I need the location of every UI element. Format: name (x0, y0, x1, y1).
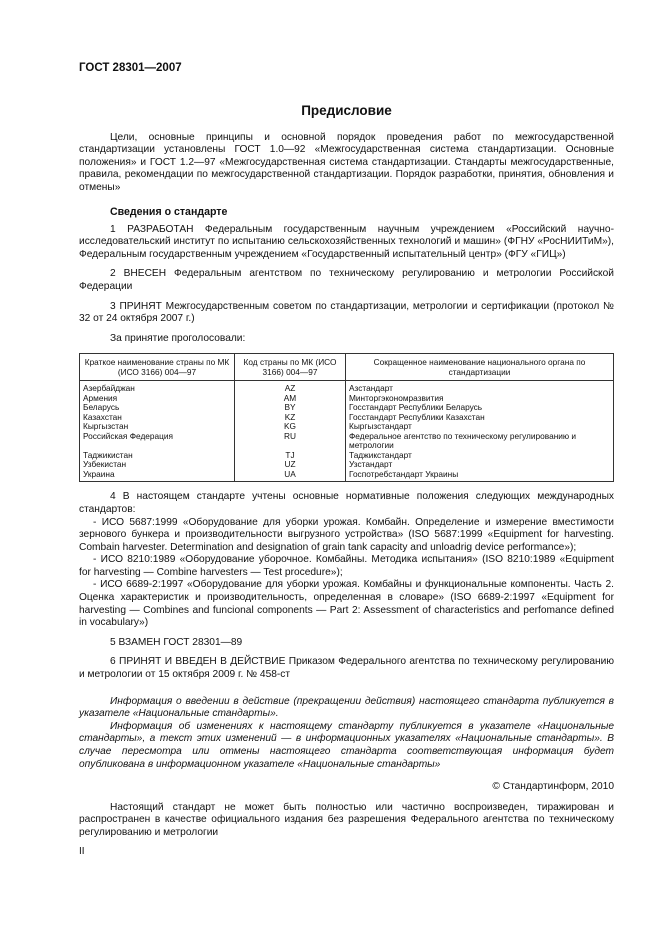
table-cell-body: Азстандарт (346, 381, 614, 394)
table-cell-code: KZ (235, 413, 346, 423)
table-cell-country: Российская Федерация (80, 432, 235, 451)
table-header-body: Сокращенное наименование национального органа по стандартизации (346, 354, 614, 381)
table-row (80, 381, 614, 394)
table-cell-code: AZ (235, 381, 346, 394)
table-cell-code: BY (235, 403, 346, 413)
section-title: Сведения о стандарте (110, 205, 228, 218)
copyright-line: © Стандартинформ, 2010 (492, 781, 614, 793)
item-4-international-standards: 4 В настоящем стандарте учтены основные нормативные положения следующих международных стандартов: (79, 491, 614, 515)
table-cell-code: TJ (235, 451, 346, 461)
table-cell-code: UA (235, 470, 346, 482)
document-id: ГОСТ 28301—2007 (79, 62, 182, 74)
table-row (80, 470, 614, 482)
table-row (80, 394, 614, 404)
page-number: II (79, 846, 85, 857)
table-cell-country: Узбекистан (80, 460, 235, 470)
table-cell-country: Таджикистан (80, 451, 235, 461)
item-3-adopted: 3 ПРИНЯТ Межгосударственным советом по стандартизации, метрологии и сертификации (протокол № 32 от 24 октября 2007 г.) (79, 300, 614, 325)
table-cell-body: Таджикстандарт (346, 451, 614, 461)
table-cell-body: Госпотребстандарт Украины (346, 470, 614, 482)
table-cell-body: Узстандарт (346, 460, 614, 470)
notice-changes-info: Информация об изменениях к настоящему стандарту публикуется в указателе «Национальные стандарты», а текст этих изменений — в информационных указателях «Национальные стандарты». В случае пересмотра или отмены настоящего стандарта соответствующая информация будет опубликована в информационном указателе «Национальные стандарты» (79, 720, 614, 770)
table-cell-code: KG (235, 422, 346, 432)
table-cell-code: UZ (235, 460, 346, 470)
item-6-enacted: 6 ПРИНЯТ И ВВЕДЕН В ДЕЙСТВИЕ Приказом Федерального агентства по техническому регулированию и метрологии от 15 октября 2009 г. № 458-ст (79, 656, 614, 681)
notice-enactment-info: Информация о введении в действие (прекращении действия) настоящего стандарта публикуется в указателе «Национальные стандарты». (79, 695, 614, 720)
iso-6689-entry: - ИСО 6689-2:1997 «Оборудование для уборки урожая. Комбайны и функциональные компоненты. Часть 2. Оценка характеристик и производительность, определенная в словаре» (ISO 6689-2:1997 «Equipment for harvesting — Combines and funcional components — Part 2: Assessment of characteristics and perfomance defined in vocabulary») (79, 579, 614, 629)
table-cell-body: Федеральное агентство по техническому регулированию и метрологии (346, 432, 614, 451)
table-cell-body: Госстандарт Республики Казахстан (346, 413, 614, 423)
table-header-country: Краткое наименование страны по МК (ИСО 3166) 004—97 (80, 354, 235, 381)
vote-caption: За принятие проголосовали: (110, 332, 246, 344)
table-row (80, 460, 614, 470)
table-cell-country: Беларусь (80, 403, 235, 413)
table-cell-code: RU (235, 432, 346, 451)
table-cell-body: Госстандарт Республики Беларусь (346, 403, 614, 413)
table-row (80, 403, 614, 413)
table-cell-country: Казахстан (80, 413, 235, 423)
table-cell-country: Украина (80, 470, 235, 482)
intro-paragraph: Цели, основные принципы и основной порядок проведения работ по межгосударственной стандартизации установлены ГОСТ 1.0—92 «Межгосударственная система стандартизации. Основные положения» и ГОСТ 1.2—97 «Межгосударственная система стандартизации. Стандарты межгосударственные, правила, рекомендации по межгосударственной стандартизации. Порядок разработки, принятия, обновления и отмены» (79, 131, 614, 193)
table-row (80, 432, 614, 451)
iso-8210-entry: - ИСО 8210:1989 «Оборудование уборочное. Комбайны. Методика испытания» (ISO 8210:1989 «Equipment for harvesting — Combine harvesters — Test procedure»); (79, 554, 614, 578)
voting-countries-table (79, 353, 614, 482)
item-2-introduced: 2 ВНЕСЕН Федеральным агентством по техническому регулированию и метрологии Российской Федерации (79, 268, 614, 292)
table-cell-code: AM (235, 394, 346, 404)
table-row (80, 451, 614, 461)
reproduction-rights: Настоящий стандарт не может быть полностью или частично воспроизведен, тиражирован и распространен в качестве официального издания без разрешения Федерального агентства по техническому регулированию и метрологии (79, 801, 614, 838)
preface-title: Предисловие (301, 102, 392, 118)
table-row (80, 413, 614, 423)
item-1-developed: 1 РАЗРАБОТАН Федеральным государственным научным учреждением «Российский научно-исследовательский институт по испытанию сельскохозяйственных технологий и машин» (ФГНУ «РосНИИТиМ»), Федеральным государственным учреждением «Государственный испытательный центр» (ФГУ «ГИЦ») (79, 223, 614, 260)
iso-5687-entry: - ИСО 5687:1999 «Оборудование для уборки урожая. Комбайн. Определение и измерение вместимости зернового бункера и производительности выгрузного устройства» (ISO 5687:1999 «Equipment for harvesting. Combain harvester. Determination and designation of grain tank capacity and unloadrig device performance»); (79, 516, 614, 553)
table-cell-country: Армения (80, 394, 235, 404)
item-5-replaces: 5 ВЗАМЕН ГОСТ 28301—89 (110, 636, 243, 648)
table-header-code: Код страны по МК (ИСО 3166) 004—97 (235, 354, 346, 381)
table-cell-country: Азербайджан (80, 381, 235, 394)
table-header-row (80, 354, 614, 381)
table-cell-body: Минторгэкономразвития (346, 394, 614, 404)
table-cell-body: Кыргызстандарт (346, 422, 614, 432)
table-cell-country: Кыргызстан (80, 422, 235, 432)
document-page (79, 62, 614, 840)
